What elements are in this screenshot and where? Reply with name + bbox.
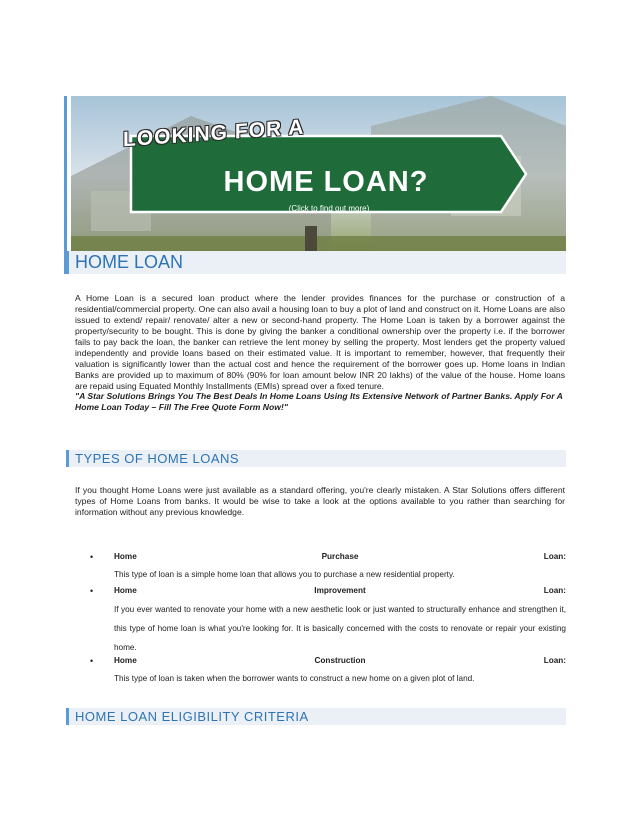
banner-sign-subtext: (Click to find out more) [288,204,370,213]
loan-type-description: This type of loan is a simple home loan that allows you to purchase a new residential property. [114,570,455,579]
heading-types-of-home-loans: TYPES OF HOME LOANS [66,450,566,467]
banner-sign-text: HOME LOAN? [223,166,429,198]
loan-type-description: If you ever wanted to renovate your home with a new aesthetic look or just wanted to structurally enhance and strengthen it, this type of home loan is what you're looking for. It is basically concerned with the costs to renovate or repair your existing home. [114,605,566,652]
bullet-icon: • [90,552,94,562]
heading-home-loan: HOME LOAN [66,251,566,274]
loan-type-label: Home Construction Loan: [114,656,566,665]
bullet-icon: • [90,586,94,596]
banner-headline: LOOKING FOR A [123,115,305,152]
banner-image [71,96,566,274]
home-loan-banner[interactable] [64,96,566,274]
intro-paragraph: A Home Loan is a secured loan product where the lender provides finances for the purchase or construction of a residential/commercial property. One can also avail a housing loan to buy a plot of land and construct on it. Home Loans are also issued to extend/ repair/ renovate/ alter a new or second-hand property. The Home Loan is taken by a borrower against the property/security to be bought. This is done by giving the banker a conditional ownership over the property i.e. if the borrower fails to pay back the loan, the banker can retrieve the lent money by selling the property. Most lenders get the property valued independently and provide loans based on their estimated value. It is important to remember, however, that frequently their valuation is significantly lower than the actual cost and hence the requirement of the borrower goes up. Home loans in Indian Banks are provided up to maximum of 80% (90% for loan amount below INR 20 lakhs) of the value of the house. Home loans are repaid using Equated Monthly Installments (EMIs) spread over a fixed tenure. [75,293,565,391]
loan-type-description: This type of loan is taken when the borrower wants to construct a new home on a given plot of land. [114,674,475,683]
loan-type-label: Home Purchase Loan: [114,552,566,561]
loan-type-label: Home Improvement Loan: [114,586,566,595]
types-intro-paragraph: If you thought Home Loans were just available as a standard offering, you're clearly mistaken. A Star Solutions offers different types of Home Loans from banks. It would be wise to take a look at the options available to you rather than searching for information without any previous knowledge. [75,485,565,517]
promo-quote: "A Star Solutions Brings You The Best Deals In Home Loans Using Its Extensive Network of Partner Banks. Apply For A Home Loan Today – Fill The Free Quote Form Now!" [75,391,563,412]
heading-eligibility-criteria: HOME LOAN ELIGIBILITY CRITERIA [66,708,566,725]
bullet-icon: • [90,656,94,666]
banner-accent-bar [64,96,67,274]
